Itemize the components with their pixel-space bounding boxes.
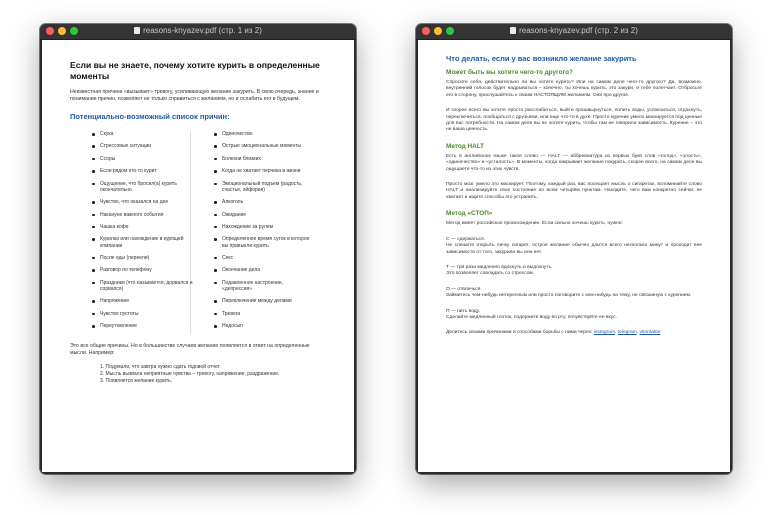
- window-title: reasons-knyazev.pdf (стр. 1 из 2): [40, 26, 356, 35]
- pdf-page[interactable]: [42, 40, 354, 472]
- list-item: Окончание дела: [214, 267, 314, 273]
- paragraph: Просто мозг умело это маскирует. Поэтому, каждый раз, вас посещает мысль о сигаретах, вспоминайте слово HALT и анализируйте свое состояние по всем четырём пунктам. Находите, чего вам конкретно сейчас не хватает и ищите способы это устранить.: [446, 182, 702, 200]
- list-item: Острые эмоциональные моменты: [214, 143, 314, 149]
- pdf-page[interactable]: [418, 40, 730, 472]
- window-titlebar[interactable]: [40, 24, 356, 40]
- list-item: Чувство пустоты: [92, 311, 202, 317]
- list-item: Скука: [92, 131, 202, 137]
- reasons-right-column: [202, 131, 314, 335]
- list-item: Недосып: [214, 323, 314, 329]
- list-item: Стрессовые ситуации: [92, 143, 202, 149]
- step-t: Т — три раза медленно вдохнуть и выдохнуть. Это позволяет совладать со стрессом.: [446, 264, 553, 277]
- document-icon: [510, 27, 516, 34]
- list-item: 1. Подумали, что завтра нужно сдать годовой отчет.: [100, 364, 221, 371]
- list-item: Тревога: [214, 311, 314, 317]
- reasons-list: [70, 131, 328, 335]
- section-title: Может быть вы хотите чего-то другого?: [446, 69, 573, 76]
- step-s: С — сдержаться. Не спешите открыть пачку сигарет, острое желание обычно длится всего несколько минут и проходит вне зависимости от того, закурили вы или нет.: [446, 236, 702, 255]
- list-item: Чувство, что оказался на дне: [92, 199, 202, 205]
- step-o: О — отвлечься. Займитесь чем-нибудь интересным или просто поговорите с кем-нибудь на тему, не связанную с курением.: [446, 286, 692, 299]
- examples-list: [70, 364, 328, 384]
- paragraph: Есть в английском языке такое слово — HALT — аббревиатура из первых букв слов «голод», «злость», «одиночество» и «усталость». В моменты, когда накрывает желание покурить, скорее всего, на самом деле вы ощущаете что-то из этих чувств.: [446, 153, 702, 172]
- pdf-window-page-2[interactable]: [416, 24, 732, 474]
- list-item: Курилка или нахождение в курящей компании: [92, 236, 202, 248]
- paragraph: Метод имеет российское происхождение. Если сильно хочешь курить, нужно:: [446, 221, 623, 227]
- list-item: Переутомление: [92, 323, 202, 329]
- paragraph: Спросите себя, действительно ли вы хотите курить? Или на самом деле чего-то другого? Да, возможно, внутренний голосок будет надрываться – конечно, ты хочешь курить, это закури, и тебе полегчает. Отбросьте его в сторону, прислушайтесь к своим НАСТОЯЩИМ желаниям. Они про другое.: [446, 80, 702, 98]
- paragraph: И скорее всего вы хотите просто расслабиться, выйти прошвырнуться, попить воды, успокоиться, отдохнуть, переключиться, пообщаться с друзьями, или еще что-то в духе. Просто курение умело маскируется под ценные для вас потребности. На самом деле вы не хотите курить, чтобы там не говорила зависимость. Курение – это не ваша ценность.: [446, 108, 702, 133]
- page-title: Что делать, если у вас возникло желание закурить: [446, 54, 637, 63]
- telegram-link[interactable]: telegram: [617, 330, 637, 336]
- intro-paragraph: Неизвестная причина «вызывает» тревогу, усиливающую желание закурить. В свою очередь, знание и понимание причин, позволяет не только справиться с желанием, но и ослабить его в будущем.: [70, 89, 319, 102]
- vkontakte-link[interactable]: vkontakte: [639, 330, 661, 336]
- instagram-link[interactable]: instagram: [593, 330, 616, 336]
- list-item: Нахождение за рулем: [214, 224, 314, 230]
- list-item: Болезни близких: [214, 156, 314, 162]
- list-item: Ожидание: [214, 212, 314, 218]
- list-item: Одиночество: [214, 131, 314, 137]
- list-item: 2. Мысль вызвала неприятные чувства – тревогу, напряжение, раздражение.: [100, 371, 280, 378]
- list-item: Накануне важного события: [92, 212, 202, 218]
- step-p: П — пить воду. Сделайте медленный глоток, подержите воду во рту, почувствуйте ее вкус.: [446, 308, 617, 320]
- window-title: reasons-knyazev.pdf (стр. 2 из 2): [416, 26, 732, 35]
- list-item: После еды (переели): [92, 255, 202, 261]
- section-title: Метод «СТОП»: [446, 210, 493, 218]
- list-item: Праздники (что называется, дорвался и сорвался): [92, 280, 202, 292]
- list-item: Алкоголь: [214, 199, 314, 205]
- list-item: Если рядом кто-то курит: [92, 168, 202, 174]
- list-item: Подавленное настроение, «депрессия»: [214, 280, 314, 292]
- list-item: Когда не хватает перчика в жизни: [214, 168, 314, 174]
- document-icon: [134, 27, 140, 34]
- list-item: Секс: [214, 255, 314, 261]
- list-item: Ссоры: [92, 156, 202, 162]
- list-item: Напряжение: [92, 298, 202, 304]
- section-title: Метод HALT: [446, 142, 485, 150]
- list-title: Потенциально-возможный список причин:: [70, 112, 230, 121]
- list-item: Ощущение, что бросил(а) курить окончательно: [92, 181, 202, 193]
- list-item: Определенное время суток в которое вы привыкли курить: [214, 236, 314, 248]
- thoughts-paragraph: Это все общие причины. Но в большинстве случаев желание появляется в ответ на определенные мысли. Например:: [70, 343, 310, 357]
- list-item: Эмоциональный подъем (радость, счастье, эйфория): [214, 181, 314, 193]
- reasons-left-column: [70, 131, 202, 335]
- list-item: 3. Появляется желание курить.: [100, 377, 173, 384]
- page-title: Если вы не знаете, почему хотите курить в определенные моменты: [70, 60, 320, 81]
- list-item: Переключение между делами: [214, 298, 314, 304]
- list-item: Разговор по телефону: [92, 267, 202, 273]
- share-paragraph: Делитесь своими причинами и способами борьбы с ними через: instagram, telegram, vkontakte: [446, 330, 661, 336]
- pdf-window-page-1[interactable]: [40, 24, 356, 474]
- list-item: Чашка кофе: [92, 224, 202, 230]
- window-titlebar[interactable]: [416, 24, 732, 40]
